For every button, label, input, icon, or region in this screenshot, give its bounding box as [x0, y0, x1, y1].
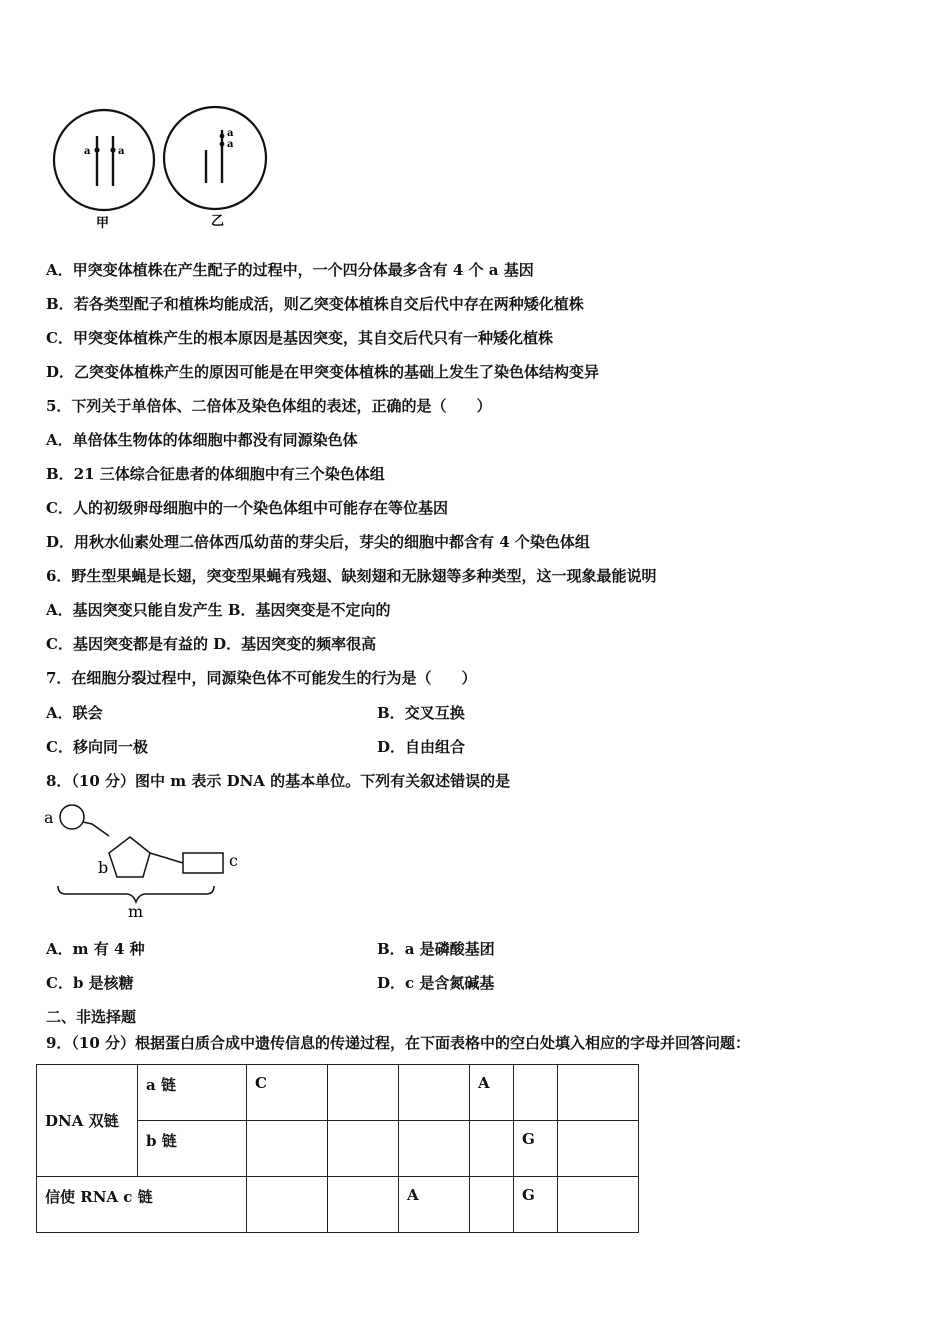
- q4-option-a[interactable]: A．甲突变体植株在产生配子的过程中，一个四分体最多含有 4 个 a 基因: [46, 261, 534, 279]
- table-cell[interactable]: [470, 1177, 514, 1233]
- q8-option-d[interactable]: D．c 是含氮碱基: [377, 974, 495, 992]
- cell-jia: [54, 110, 154, 210]
- nucleotide-label-b: b: [98, 858, 109, 877]
- q9-stem: 9．（10 分）根据蛋白质合成中遗传信息的传递过程，在下面表格中的空白处填入相应的字母并回答问题：: [46, 1034, 751, 1052]
- q5-option-b[interactable]: B．21 三体综合征患者的体细胞中有三个染色体组: [46, 465, 385, 483]
- q8-option-a[interactable]: A．m 有 4 种: [46, 940, 145, 958]
- q7-option-b[interactable]: B．交叉互换: [377, 704, 465, 722]
- q8-stem: 8．（10 分）图中 m 表示 DNA 的基本单位。下列有关叙述错误的是: [46, 772, 511, 790]
- q6-options-line1[interactable]: A．基因突变只能自发产生 B．基因突变是不定向的: [46, 601, 391, 619]
- table-cell[interactable]: [247, 1121, 328, 1177]
- table-cell[interactable]: [247, 1177, 328, 1233]
- table-cell[interactable]: [328, 1121, 399, 1177]
- q8-option-c[interactable]: C．b 是核糖: [46, 974, 134, 992]
- table-cell[interactable]: [328, 1065, 399, 1121]
- q7-stem: 7．在细胞分裂过程中，同源染色体不可能发生的行为是（ ）: [46, 669, 477, 687]
- chromosome-figure: [40, 100, 300, 240]
- nucleotide-label-m: m: [128, 902, 144, 921]
- table-cell[interactable]: [470, 1121, 514, 1177]
- base-rectangle: [183, 853, 223, 873]
- nucleotide-label-c: c: [229, 851, 238, 870]
- table-cell[interactable]: [514, 1065, 558, 1121]
- q7-option-d[interactable]: D．自由组合: [377, 738, 466, 756]
- table-cell[interactable]: [558, 1177, 639, 1233]
- q8-option-b[interactable]: B．a 是磷酸基团: [377, 940, 495, 958]
- q7-option-a[interactable]: A．联会: [46, 704, 103, 722]
- table-cell[interactable]: A: [399, 1177, 470, 1233]
- section-heading: 二、非选择题: [46, 1008, 137, 1026]
- nucleotide-figure: [40, 800, 250, 925]
- brace: [58, 886, 214, 902]
- table-row-a: [37, 1065, 639, 1121]
- q5-option-d[interactable]: D．用秋水仙素处理二倍体西瓜幼苗的芽尖后，芽尖的细胞中都含有 4 个染色体组: [46, 533, 590, 551]
- q5-stem: 5．下列关于单倍体、二倍体及染色体组的表述，正确的是（ ）: [46, 397, 492, 415]
- gene-label-a-left: a: [84, 146, 91, 157]
- sugar-pentagon: [109, 837, 150, 877]
- q4-option-d[interactable]: D．乙突变体植株产生的原因可能是在甲突变体植株的基础上发生了染色体结构变异: [46, 363, 600, 381]
- q4-option-c[interactable]: C．甲突变体植株产生的根本原因是基因突变，其自交后代只有一种矮化植株: [46, 329, 553, 347]
- table-cell[interactable]: [558, 1121, 639, 1177]
- cell-yi-label: 乙: [211, 214, 225, 229]
- table-cell[interactable]: G: [514, 1121, 558, 1177]
- b-chain-label: b 链: [138, 1121, 247, 1177]
- nucleotide-label-a: a: [44, 808, 54, 827]
- dna-label-cell: DNA 双链: [37, 1065, 138, 1177]
- a-chain-label: a 链: [138, 1065, 247, 1121]
- q6-options-line2[interactable]: C．基因突变都是有益的 D．基因突变的频率很高: [46, 635, 377, 653]
- q5-option-c[interactable]: C．人的初级卵母细胞中的一个染色体组中可能存在等位基因: [46, 499, 448, 517]
- table-cell[interactable]: [399, 1065, 470, 1121]
- dna-table: [36, 1064, 639, 1233]
- q7-option-c[interactable]: C．移向同一极: [46, 738, 148, 756]
- mrna-label-cell: 信使 RNA c 链: [37, 1177, 247, 1233]
- table-cell[interactable]: [558, 1065, 639, 1121]
- cell-jia-label: 甲: [96, 216, 110, 231]
- cell-yi: [164, 107, 266, 209]
- table-cell[interactable]: C: [247, 1065, 328, 1121]
- table-cell[interactable]: G: [514, 1177, 558, 1233]
- gene-label-a-upper: a: [227, 128, 234, 139]
- phosphate-circle: [60, 805, 84, 829]
- table-cell[interactable]: [328, 1177, 399, 1233]
- q6-stem: 6．野生型果蝇是长翅，突变型果蝇有残翅、缺刻翅和无脉翅等多种类型，这一现象最能说明: [46, 567, 657, 585]
- table-cell[interactable]: A: [470, 1065, 514, 1121]
- q4-option-b[interactable]: B．若各类型配子和植株均能成活，则乙突变体植株自交后代中存在两种矮化植株: [46, 295, 584, 313]
- gene-label-a-lower: a: [227, 139, 234, 150]
- q5-option-a[interactable]: A．单倍体生物体的体细胞中都没有同源染色体: [46, 431, 358, 449]
- gene-label-a-right: a: [118, 146, 125, 157]
- table-cell[interactable]: [399, 1121, 470, 1177]
- table-row-c: [37, 1177, 639, 1233]
